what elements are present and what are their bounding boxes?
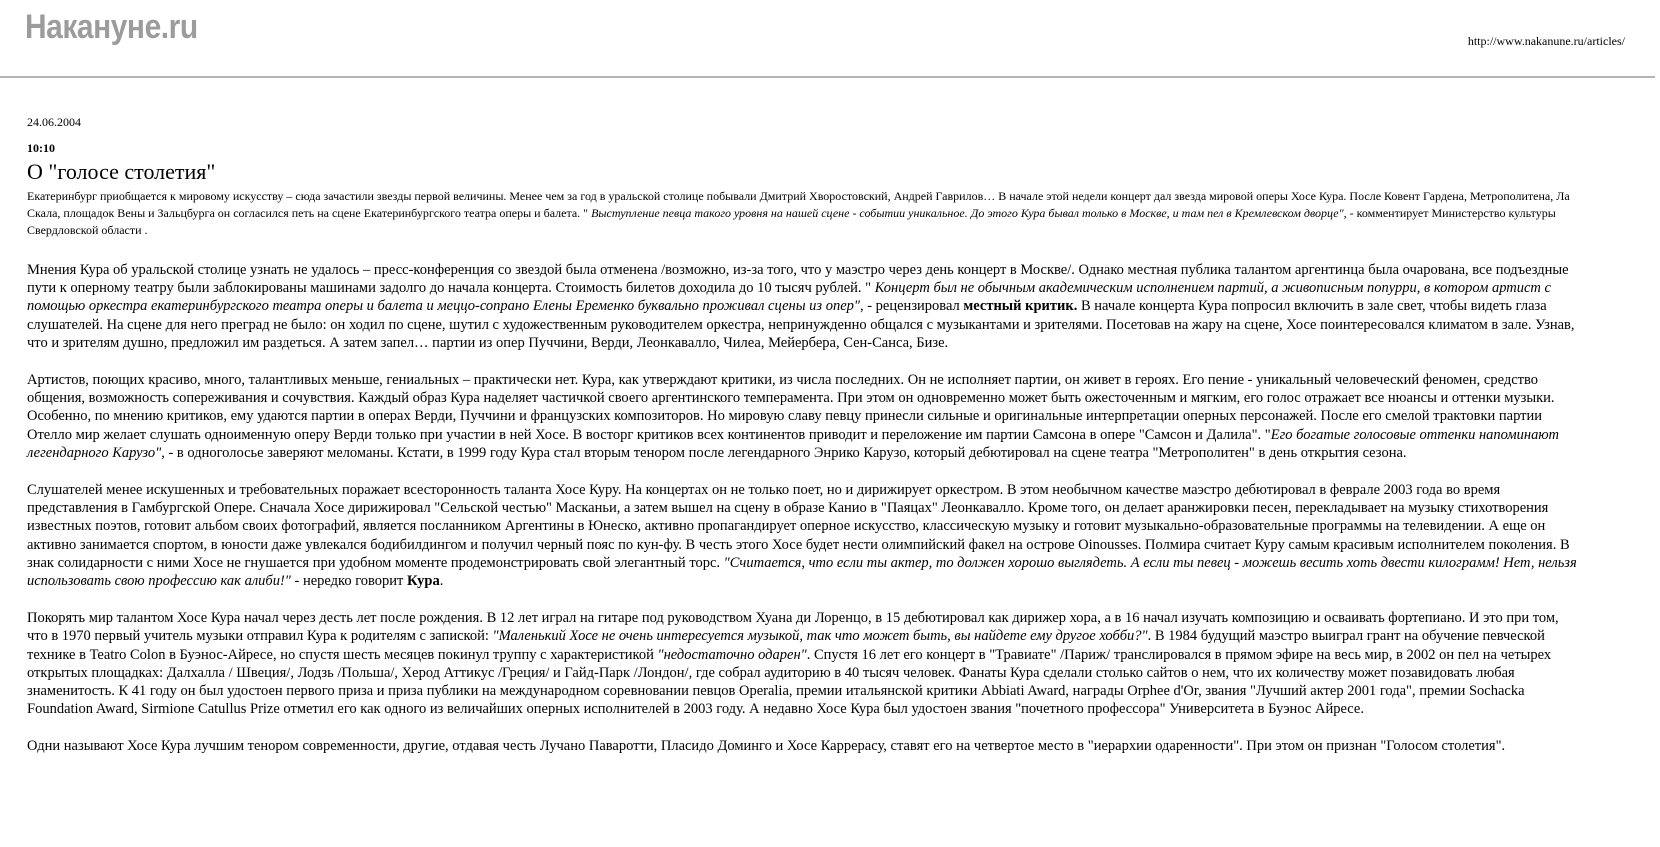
p1-text: Мнения Кура об уральской столице узнать не удалось – пресс-конференция со звездой была отменена /возможно, из-за того, что у маэстро через день концерт в Москве/. Однако местная публика талантом аргентинца была очарована, все подъездные пути к оперному театру были заблокированы машинами задолго до начала концерта. Стоимость билетов доходила до 10 тысяч рублей. " [27, 262, 1569, 297]
p3-bold: Кура [407, 573, 440, 590]
p3-quote: "Считается, что если ты актер, то должен хорошо выглядеть. А если ты певец - можешь весить хоть двести килограмм! Нет, нельзя использовать свою профессию как алиби!" [27, 554, 1577, 590]
p4-quote-2: "недостаточно одарен" [657, 646, 807, 663]
p2-quote: Его богатые голосовые оттенки напоминают легендарного Карузо" [27, 426, 1560, 461]
paragraph-2 [27, 371, 1582, 462]
paragraph-3 [27, 481, 1582, 590]
article-lead [27, 188, 1582, 239]
lead-quote: Выступление певца такого уровня на нашей сцене - событии уникальное. До этого Кура бывал только в Москве, и там пел в Кремлевском дворце" [591, 206, 1344, 220]
p1-text-b: , - рецензировал [859, 298, 964, 315]
p4-text-c: . Спустя 16 лет его концерт в "Травиате" /Париж/ транслировался в прямом эфире на весь мир, в 2002 он пел на четырех открытых площадках: Далхалла / Швеция/, Лодзь /Польша/, Херод Аттикус /Греция/ и Гайд-Парк /Лондон/, где собрал аудиторию в 40 тысяч человек. Фанаты Кура сделали столько сайтов о нем, что их количеству может позавидовать любая знаменитость. К 41 году он был удостоен первого приза и приза публики на международном соревновании певцов Operalia, премии итальянской критики Abbiati Award, награды Orphee d'Or, звания "Лучший актер 2001 года", премии Sochacka Foundation Award, Sirmione Catullus Prize отметил его как одного из величайших оперных исполнителей в 2003 году. А недавно Хосе Кура был удостоен звания "почетного профессора" Университета в Буэнос Айресе. [27, 646, 1552, 718]
paragraph-4 [27, 609, 1582, 718]
paragraph-1 [27, 261, 1582, 352]
site-logo[interactable]: Накануне.ru [25, 8, 198, 46]
p4-quote-1: "Маленький Хосе не очень интересуется музыкой, так что может быть, вы найдете ему другое хобби?" [492, 628, 1148, 645]
article-title: О "голосе столетия" [27, 159, 216, 184]
paragraph-5 [27, 737, 1582, 755]
p1-text-c: В начале концерта Кура попросил включить в зале свет, чтобы видеть глаза слушателей. На сцене для него преград не было: он ходил по сцене, шутил с художественным руководителем оркестра, непринужденно общался с музыкантами и зрителями. Посетовав на жару на сцене, Хосе поинтересовался климатом в зале. Узнав, что и зрителям душно, предложил им раздеться. А затем запел… партии из опер Пуччини, Верди, Леонкавалло, Чилеа, Мейербера, Сен-Санса, Бизе. [27, 298, 1575, 351]
p1-bold: местный критик. [963, 298, 1078, 315]
lead-text: Екатеринбург приобщается к мировому искусству – сюда зачастили звезды первой величины. Менее чем за год в уральской столице побывали Дмитрий Хворостовский, Андрей Гаврилов… В начале этой недели концерт дал звезда мировой оперы Хосе Кура. После Ковент Гардена, Метрополитена, Ла Скала, площадок Вены и Зальцбурга он согласился петь на сцене Екатеринбургского театра оперы и балета. " [27, 189, 1570, 220]
p3-text-c: . [439, 573, 444, 590]
lead-text-end: , - комментирует Министерство культуры Свердловской области . [27, 206, 1556, 237]
page-header [0, 0, 1655, 78]
p2-text: Артистов, поющих красиво, много, талантливых меньше, гениальных – практически нет. Кура, как утверждают критики, из числа последних. Он не исполняет партии, он живет в героях. Его пение - уникальный человеческий феномен, средство общения, возможность сопереживания и сочувствия. Каждый образ Кура наделяет частичкой своего аргентинского темперамента. При этом он одновременно может быть ожесточенным и мягким, его голос отражает все нюансы и оттенки музыки. Особенно, по мнению критиков, ему удаются партии в операх Верди, Пуччини и французских композиторов. Но мировую славу певцу принесли сильные и оригинальные интерпретации оперных персонажей. После его смелой трактовки партии Отелло мир желает слушать одноименную оперу Верди только при участии в ней Хосе. В восторг критиков всех континентов приводит и переложение им партии Самсона в опере "Самсон и Далила". " [27, 372, 1555, 443]
p4-text: Покорять мир талантом Хосе Кура начал через десть лет после рождения. В 12 лет играл на гитаре под руководством Хуана ди Лоренцо, в 15 дебютировал как дирижер хора, а в 16 начал изучать композицию и осваивать фортепиано. И это при том, что в 1970 первый учитель музыки отправил Кура к родителям с запиской: [27, 610, 1559, 645]
p1-quote: Концерт был не обычным академическим исполнением партий, а живописным попурри, в котором артист с помощью оркестра екатеринбургского театра оперы и балета и меццо-сопрано Елены Еременко буквально проживал сцены из опер" [27, 280, 1551, 315]
p4-text-b: . В 1984 будущий маэстро выиграл грант на обучение певческой технике в Teatro Colon в Буэнос-Айресе, но спустя шесть месяцев покинул труппу с характеристикой [27, 628, 1545, 663]
article-time: 10:10 [27, 141, 55, 155]
article [27, 115, 1582, 775]
p3-text: Слушателей менее искушенных и требовательных поражает всесторонность таланта Хосе Куру. На концертах он не только поет, но и дирижирует оркестром. В этом необычном качестве маэстро дебютировал в феврале 2003 года во время представления в Гамбургской Опере. Сначала Хосе дирижировал "Сельской честью" Масканьи, а затем вышел на сцену в образе Канио в "Паяцах" Леонкавалло. Кроме того, он делает аранжировки песен, перекладывает на музыку стихотворения известных поэтов, готовит альбом своих фотографий, является посланником Аргентины в Юнеско, активно пропагандирует оперное искусство, классическую музыку и готовит музыкально-образовательные программы на телевидении. А еще он активно занимается спортом, в юности даже увлекался бодибилдингом и получил черный пояс по кун-фу. В честь этого Хосе будет нести олимпийский факел на острове Oinousses. Полмира считает Куру самым красивым исполнителем поколения. В знак солидарности с ними Хосе не гнушается при удобном моменте продемонстрировать свой элегантный торс. [27, 482, 1570, 571]
p5-text: Одни называют Хосе Кура лучшим тенором современности, другие, отдавая честь Лучано Паваротти, Пласидо Доминго и Хосе Каррерасу, ставят его на четвертое место в "иерархии одаренности". При этом он признан "Голосом столетия". [27, 738, 1506, 755]
article-date: 24.06.2004 [27, 115, 81, 129]
p3-text-b: - нередко говорит [290, 573, 408, 590]
p2-text-b: , - в одноголосье заверяют меломаны. Кстати, в 1999 году Кура стал вторым тенором после легендарного Энрико Карузо, который дебютировал на сцене театра "Метрополитен" в день открытия сезона. [161, 444, 1407, 461]
source-url: http://www.nakanune.ru/articles/ [1467, 34, 1625, 48]
